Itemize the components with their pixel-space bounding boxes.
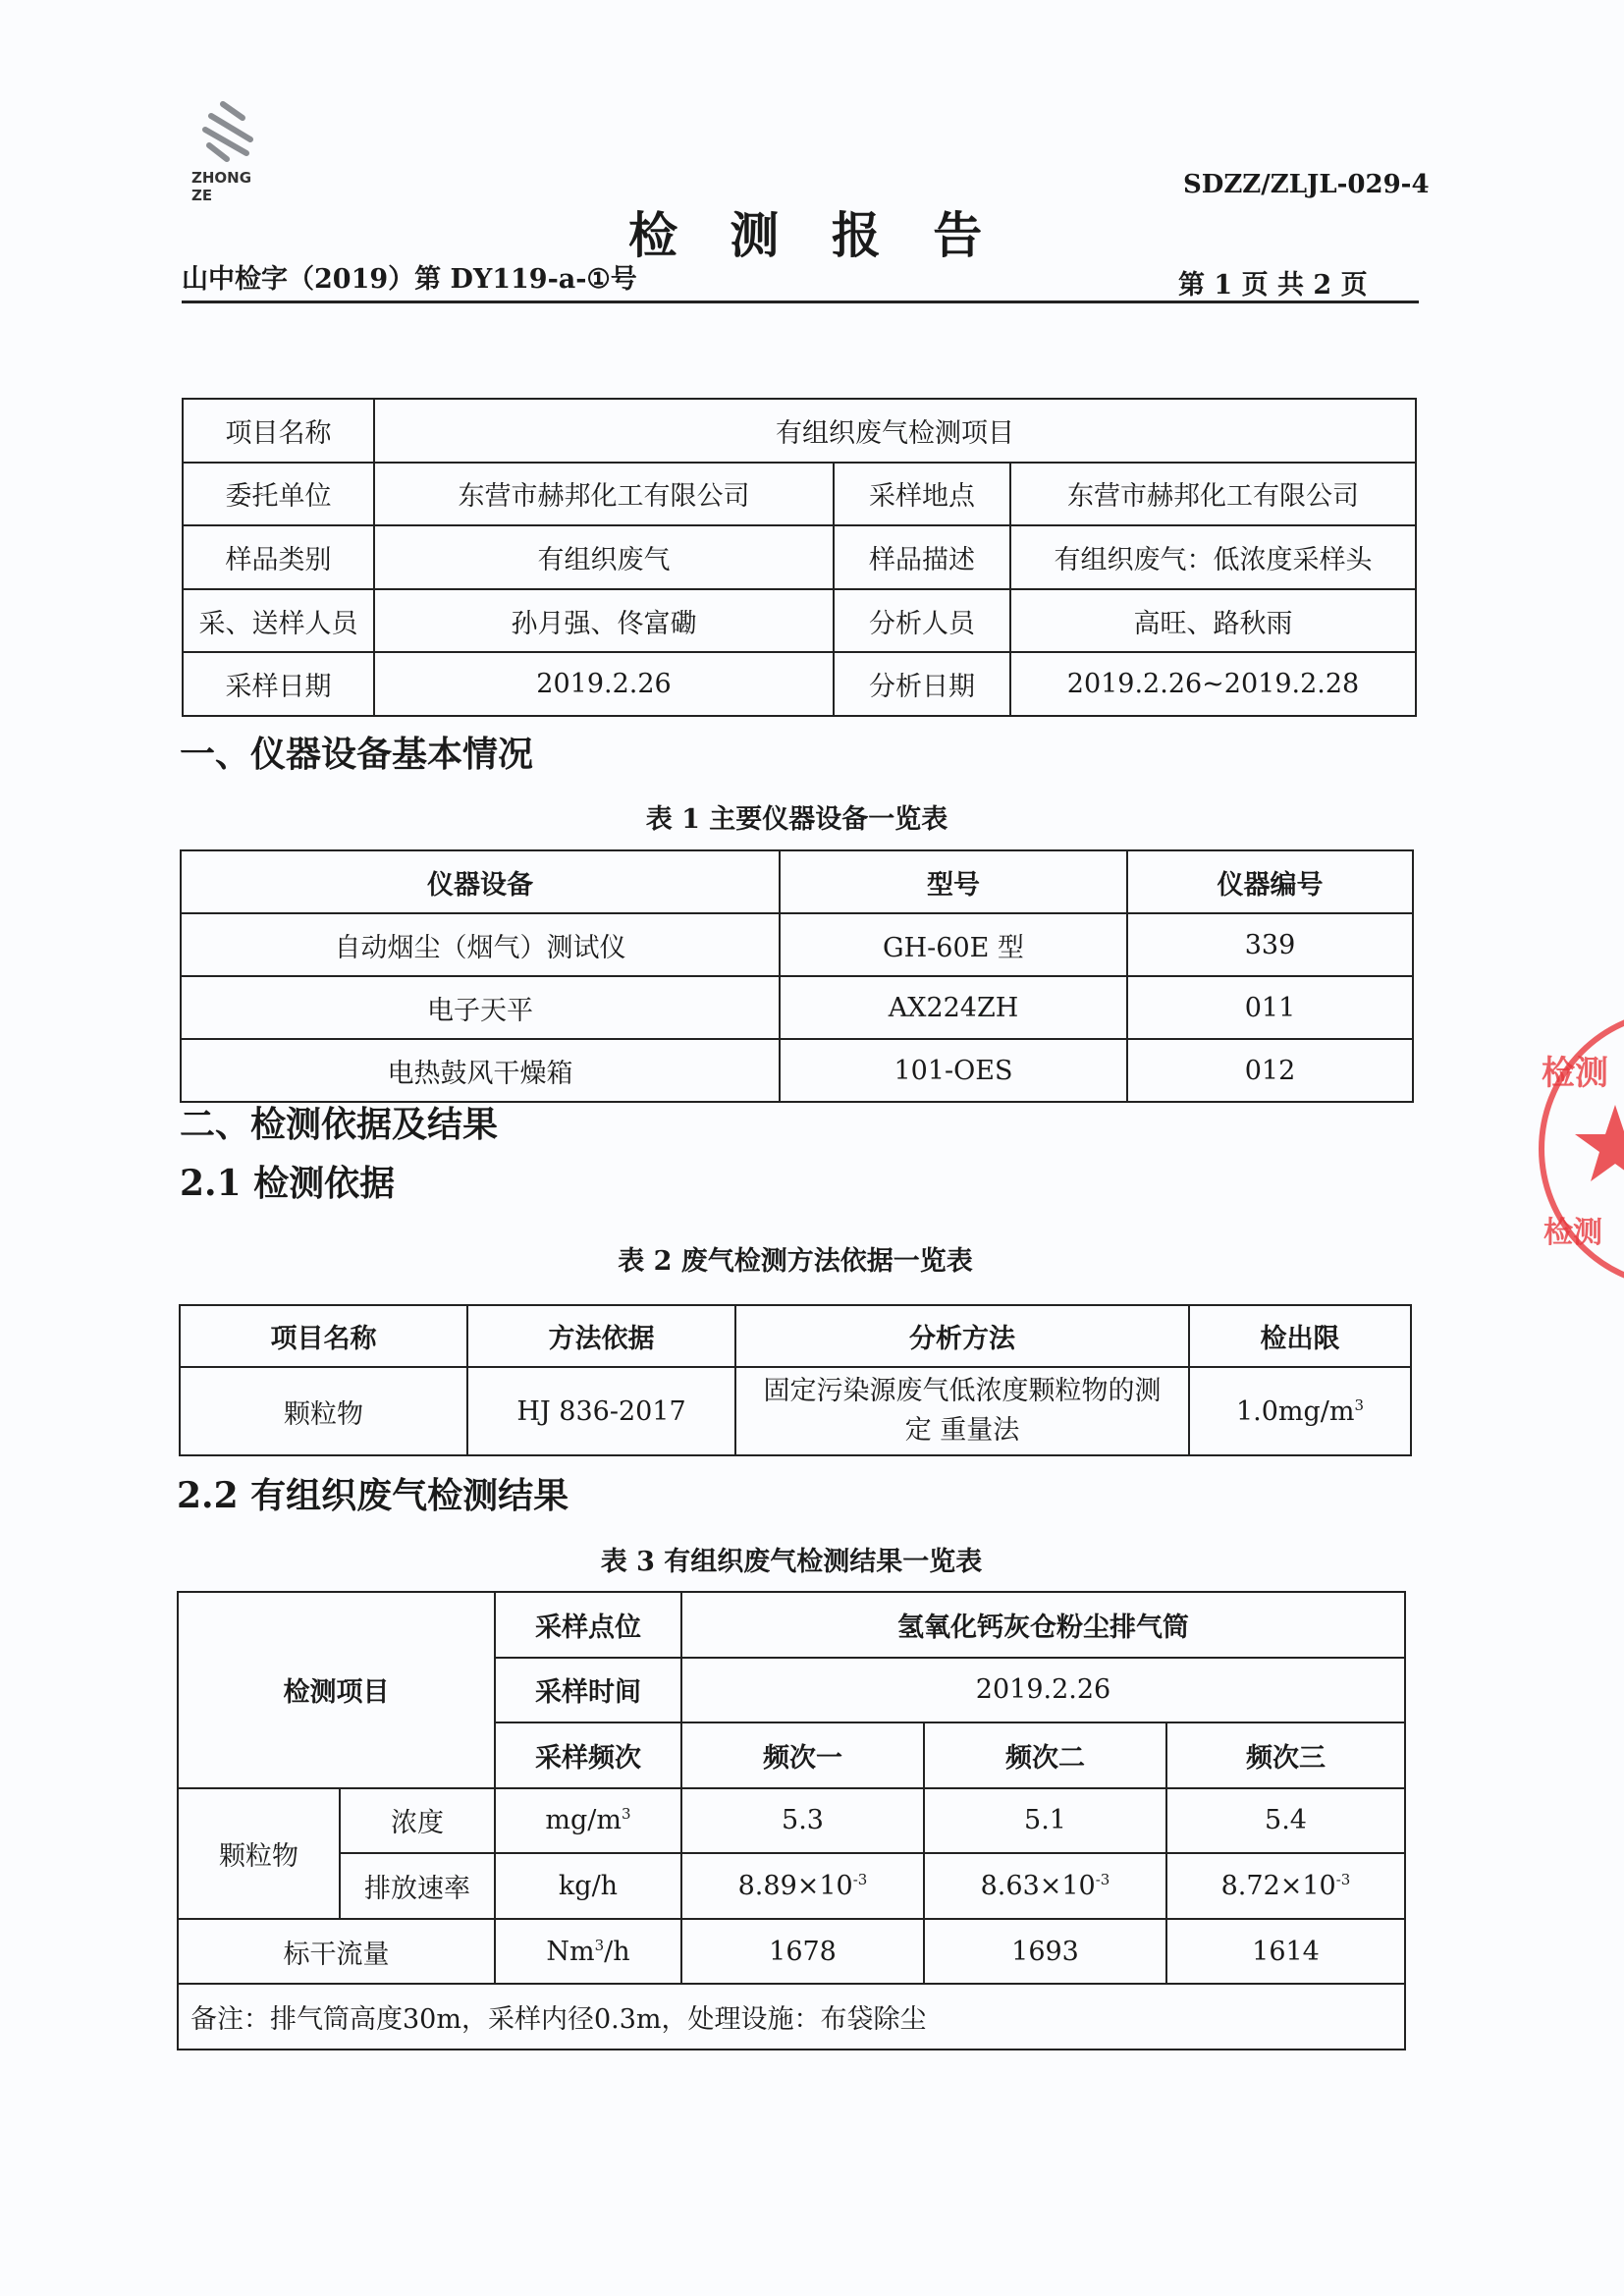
sample-date: 2019.2.26	[374, 652, 834, 716]
cell: 颗粒物	[180, 1367, 467, 1455]
table-2-caption: 表 2 废气检测方法依据一览表	[618, 1246, 973, 1277]
cell: 5.4	[1166, 1788, 1405, 1854]
info-table	[182, 398, 1417, 717]
sampling-site: 东营市赫邦化工有限公司	[1010, 463, 1416, 526]
section-1-heading: 一、仪器设备基本情况	[180, 734, 534, 775]
detection-limit	[1189, 1367, 1411, 1455]
label: 排放速率	[340, 1853, 495, 1919]
cell	[924, 1853, 1166, 1919]
label: 样品描述	[834, 525, 1010, 589]
cell: AX224ZH	[780, 976, 1127, 1039]
cell: 自动烟尘（烟气）测试仪	[181, 913, 780, 976]
table-row	[178, 1853, 1405, 1919]
value: 8.63×10	[980, 1871, 1096, 1902]
unit-exponent: 3	[622, 1805, 631, 1824]
table-row	[181, 913, 1413, 976]
sampling-point: 氢氧化钙灰仓粉尘排气筒	[681, 1592, 1405, 1658]
label: 分析人员	[834, 589, 1010, 653]
table-3-caption: 表 3 有组织废气检测结果一览表	[600, 1547, 983, 1577]
section-2-heading: 二、检测依据及结果	[180, 1104, 499, 1145]
stamp-text-top: 检测	[1542, 1054, 1608, 1093]
freq-header: 频次一	[681, 1722, 924, 1788]
label: 标干流量	[178, 1919, 495, 1985]
table-row	[181, 1039, 1413, 1102]
sample-type: 有组织废气	[374, 525, 834, 589]
cell: 012	[1127, 1039, 1413, 1102]
cell: 5.1	[924, 1788, 1166, 1854]
unit-text: Nm	[546, 1936, 595, 1967]
cell: GH-60E 型	[780, 913, 1127, 976]
cell: 电热鼓风干燥箱	[181, 1039, 780, 1102]
doc-code: SDZZ/ZLJL-029-4	[1183, 170, 1430, 199]
cell: 1693	[924, 1919, 1166, 1985]
cell: 1614	[1166, 1919, 1405, 1985]
table-row	[178, 1788, 1405, 1854]
label: 委托单位	[183, 463, 374, 526]
section-2-2-heading: 2.2 有组织废气检测结果	[177, 1475, 569, 1516]
cell	[681, 1853, 924, 1919]
cell	[1166, 1853, 1405, 1919]
exponent: -3	[1095, 1871, 1110, 1889]
unit: kg/h	[495, 1853, 681, 1919]
logo-stripes-icon	[191, 96, 270, 165]
col-header: 仪器设备	[181, 850, 780, 913]
label: 采样时间	[495, 1658, 681, 1723]
sample-desc: 有组织废气：低浓度采样头	[1010, 525, 1416, 589]
report-number: 山中检字（2019）第 DY119-a-①号	[182, 264, 637, 295]
cell: HJ 836-2017	[467, 1367, 735, 1455]
table-row	[178, 1919, 1405, 1985]
stamp-text-bottom: 检测	[1543, 1216, 1602, 1250]
freq-header: 频次三	[1166, 1722, 1405, 1788]
official-stamp	[1532, 1002, 1624, 1296]
label: 采样日期	[183, 652, 374, 716]
table-1-caption: 表 1 主要仪器设备一览表	[645, 804, 948, 835]
col-header: 检出限	[1189, 1305, 1411, 1367]
value: 8.89×10	[737, 1871, 853, 1902]
client: 东营市赫邦化工有限公司	[374, 463, 834, 526]
sampling-time: 2019.2.26	[681, 1658, 1405, 1723]
label: 采样点位	[495, 1592, 681, 1658]
analysts: 高旺、路秋雨	[1010, 589, 1416, 653]
unit-exponent: 3	[594, 1936, 605, 1954]
unit-text: /h	[604, 1936, 630, 1967]
equipment-table	[180, 849, 1414, 1103]
cell: 339	[1127, 913, 1413, 976]
table-row	[181, 976, 1413, 1039]
label: 采样频次	[495, 1722, 681, 1788]
unit-text: mg/m	[545, 1805, 623, 1836]
analysis-date: 2019.2.26~2019.2.28	[1010, 652, 1416, 716]
label: 浓度	[340, 1788, 495, 1854]
method-table	[179, 1304, 1412, 1456]
cell: 011	[1127, 976, 1413, 1039]
project-name: 有组织废气检测项目	[374, 399, 1416, 463]
exponent: -3	[1335, 1871, 1351, 1889]
results-table	[177, 1591, 1406, 2050]
section-2-1-heading: 2.1 检测依据	[180, 1163, 396, 1204]
col-header: 项目名称	[180, 1305, 467, 1367]
cell: 5.3	[681, 1788, 924, 1854]
label: 样品类别	[183, 525, 374, 589]
col-header: 方法依据	[467, 1305, 735, 1367]
unit	[495, 1788, 681, 1854]
cell: 101-OES	[780, 1039, 1127, 1102]
value: 1.0mg/m	[1235, 1395, 1355, 1427]
exponent: -3	[852, 1871, 868, 1889]
cell: 电子天平	[181, 976, 780, 1039]
logo-text: ZHONG ZE	[191, 169, 252, 204]
label: 分析日期	[834, 652, 1010, 716]
value: 8.72×10	[1220, 1871, 1336, 1902]
table-row	[180, 1367, 1411, 1455]
unit	[495, 1919, 681, 1985]
page-title: 检 测 报 告	[628, 206, 1001, 264]
unit-exponent: 3	[1354, 1395, 1365, 1414]
page-info: 第 1 页 共 2 页	[1178, 270, 1368, 301]
samplers: 孙月强、佟富磡	[374, 589, 834, 653]
col-header: 分析方法	[735, 1305, 1189, 1367]
label: 项目名称	[183, 399, 374, 463]
label: 采、送样人员	[183, 589, 374, 653]
item-label: 检测项目	[178, 1592, 495, 1788]
pollutant: 颗粒物	[178, 1788, 340, 1919]
col-header: 型号	[780, 850, 1127, 913]
note: 备注：排气筒高度30m，采样内径0.3m，处理设施：布袋除尘	[178, 1984, 1405, 2050]
label: 采样地点	[834, 463, 1010, 526]
company-logo	[191, 96, 270, 204]
cell: 1678	[681, 1919, 924, 1985]
header-divider	[182, 301, 1419, 303]
cell: 固定污染源废气低浓度颗粒物的测定 重量法	[735, 1367, 1189, 1455]
col-header: 仪器编号	[1127, 850, 1413, 913]
freq-header: 频次二	[924, 1722, 1166, 1788]
